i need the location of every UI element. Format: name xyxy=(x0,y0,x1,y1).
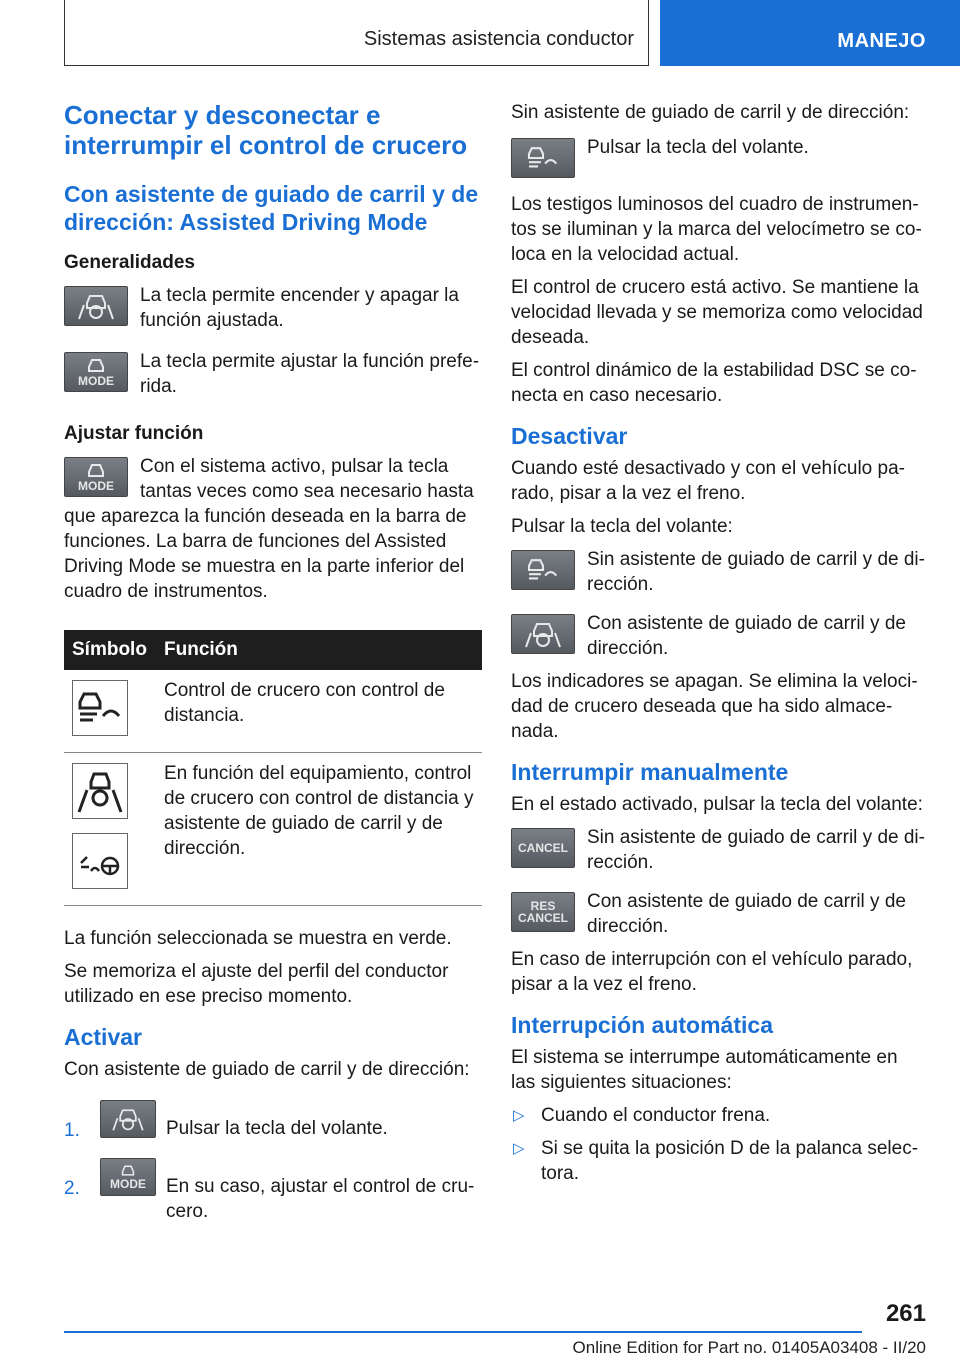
step-text: Pulsar la tecla del volante. xyxy=(166,1118,388,1139)
inter-sin-text: Sin asistente de guiado de carril y de dirección. xyxy=(587,827,925,873)
table-row-1-text: Control de crucero con control de distancia. xyxy=(156,670,482,753)
heading-main: Conectar y desconectar e interrumpir el control de crucero xyxy=(64,100,468,160)
cancel-key-icon xyxy=(511,828,575,868)
assisted-driving-key-icon-3 xyxy=(511,614,575,654)
header-title-box xyxy=(64,0,649,66)
heading-desactivar: Desactivar xyxy=(511,423,628,449)
testigos-text: Los testigos luminosos del cuadro de instrumentos se iluminan y la marca del velocímetro se coloca en la velocidad actual. xyxy=(511,194,922,265)
list-item xyxy=(64,1100,482,1144)
activar-text: Con asistente de guiado de carril y de dirección: xyxy=(64,1059,470,1080)
table-header-symbol: Símbolo xyxy=(64,630,156,670)
table-row xyxy=(64,670,482,753)
interrumpir-text: En el estado activado, pulsar la tecla del volante: xyxy=(511,794,923,815)
list-item xyxy=(64,1158,482,1224)
assisted-driving-key-icon xyxy=(64,286,128,326)
list-item xyxy=(511,1136,926,1186)
cancel-key-label: CANCEL xyxy=(518,841,568,855)
perfil-text: Se memoriza el ajuste del perfil del conductor utilizado en ese preciso momento. xyxy=(64,961,449,1007)
general-text-2: La tecla permite ajustar la función preferida. xyxy=(140,351,480,397)
heading-interrumpir: Interrumpir manualmente xyxy=(511,759,789,785)
left-column xyxy=(64,100,482,1238)
step-number: 2. xyxy=(64,1178,80,1199)
assisted-driving-key-icon-2 xyxy=(100,1100,156,1138)
res-cancel-key-icon xyxy=(511,892,575,932)
ajustar-block xyxy=(64,454,482,612)
header-title: Sistemas asistencia conductor xyxy=(363,28,634,50)
inter-con-text: Con asistente de guiado de carril y de dirección. xyxy=(587,891,906,937)
heading-generalidades: Generalidades xyxy=(64,252,195,273)
header-section: MANEJO xyxy=(837,30,926,52)
activo-text: El control de crucero está activo. Se mantiene la velocidad llevada y se memoriza como velocidad deseada. xyxy=(511,277,923,348)
lane-assist-symbol-icon xyxy=(72,763,128,819)
bullet-text: Si se quita la posición D de la palanca selectora. xyxy=(541,1138,919,1184)
list-item xyxy=(511,1103,926,1128)
sin-key-text: Pulsar la tecla del volante. xyxy=(587,137,809,158)
heading-ajustar: Ajustar función xyxy=(64,423,204,444)
desact-sin-text: Sin asistente de guiado de carril y de dirección. xyxy=(587,549,925,595)
footer-edition: Online Edition for Part no. 01405A03408 - II/20 xyxy=(572,1338,926,1357)
table-header-function: Función xyxy=(156,630,482,670)
mode-key-icon-3 xyxy=(100,1158,156,1196)
res-cancel-key-label: CANCEL xyxy=(518,911,568,925)
general-text-1: La tecla permite encender y apagar la función ajustada. xyxy=(140,285,459,331)
mode-key-icon-2 xyxy=(64,457,128,497)
inter-con-row xyxy=(511,889,926,939)
res-key-label: RES xyxy=(530,899,556,913)
general-row-1 xyxy=(64,283,482,333)
activar-steps xyxy=(64,1100,482,1224)
sin-row xyxy=(511,135,926,184)
right-column xyxy=(511,100,926,1194)
step-number: 1. xyxy=(64,1120,80,1141)
desactivar-text-1: Cuando esté desactivado y con el vehículo parado, pisar a la vez el freno. xyxy=(511,458,905,504)
auto-text: El sistema se interrumpe automáticamente en las siguientes situaciones: xyxy=(511,1047,898,1093)
sin-title: Sin asistente de guiado de carril y de dirección: xyxy=(511,102,910,123)
header-section-tab xyxy=(660,0,960,66)
step-text: En su caso, ajustar el control de crucero. xyxy=(166,1176,475,1222)
mode-key-label: MODE xyxy=(78,374,114,388)
desact-con-text: Con asistente de guiado de carril y de dirección. xyxy=(587,613,906,659)
function-table xyxy=(64,630,482,906)
cruise-control-symbol-icon xyxy=(72,680,128,736)
mode-key-icon xyxy=(64,352,128,392)
auto-list xyxy=(511,1103,926,1186)
cruise-steering-symbol-icon xyxy=(72,833,128,889)
heading-interrupcion-automatica: Interrupción automática xyxy=(511,1012,773,1038)
dsc-text: El control dinámico de la estabilidad DSC se conecta en caso necesario. xyxy=(511,360,917,406)
mode-key-label-2: MODE xyxy=(78,479,114,493)
verde-text: La función seleccionada se muestra en verde. xyxy=(64,928,452,949)
ajustar-text: Con el sistema activo, pulsar la tecla tantas veces como sea necesario hasta que aparezca la función deseada en la barra de funciones. La barra de funciones del Assisted Driving Mode se muestra en la parte inferior del cuadro de instrumentos. xyxy=(64,456,474,602)
cruise-key-icon-2 xyxy=(511,550,575,590)
bullet-text: Cuando el conductor frena. xyxy=(541,1105,771,1126)
heading-activar: Activar xyxy=(64,1024,142,1050)
page-number: 261 xyxy=(885,1300,926,1327)
desact-con-row xyxy=(511,611,926,661)
indicadores-text: Los indicadores se apagan. Se elimina la velocidad de crucero deseada que ha sido almacenada. xyxy=(511,671,918,742)
general-row-2 xyxy=(64,349,482,399)
footer-divider xyxy=(64,1331,862,1333)
mode-key-label-3: MODE xyxy=(110,1177,146,1191)
desactivar-text-2: Pulsar la tecla del volante: xyxy=(511,516,733,537)
cruise-key-icon xyxy=(511,138,575,178)
parado-text: En caso de interrupción con el vehículo parado, pisar a la vez el freno. xyxy=(511,949,913,995)
triangle-bullet-icon: ▷ xyxy=(513,1140,525,1157)
desact-sin-row xyxy=(511,547,926,597)
triangle-bullet-icon: ▷ xyxy=(513,1107,525,1124)
table-row xyxy=(64,753,482,906)
inter-sin-row xyxy=(511,825,926,875)
heading-assisted-driving: Con asistente de guiado de carril y de dirección: Assisted Driving Mode xyxy=(64,181,479,235)
table-row-2-text: En función del equipamiento, control de crucero con control de distancia y asistente de guiado de carril y de dirección. xyxy=(156,753,482,906)
